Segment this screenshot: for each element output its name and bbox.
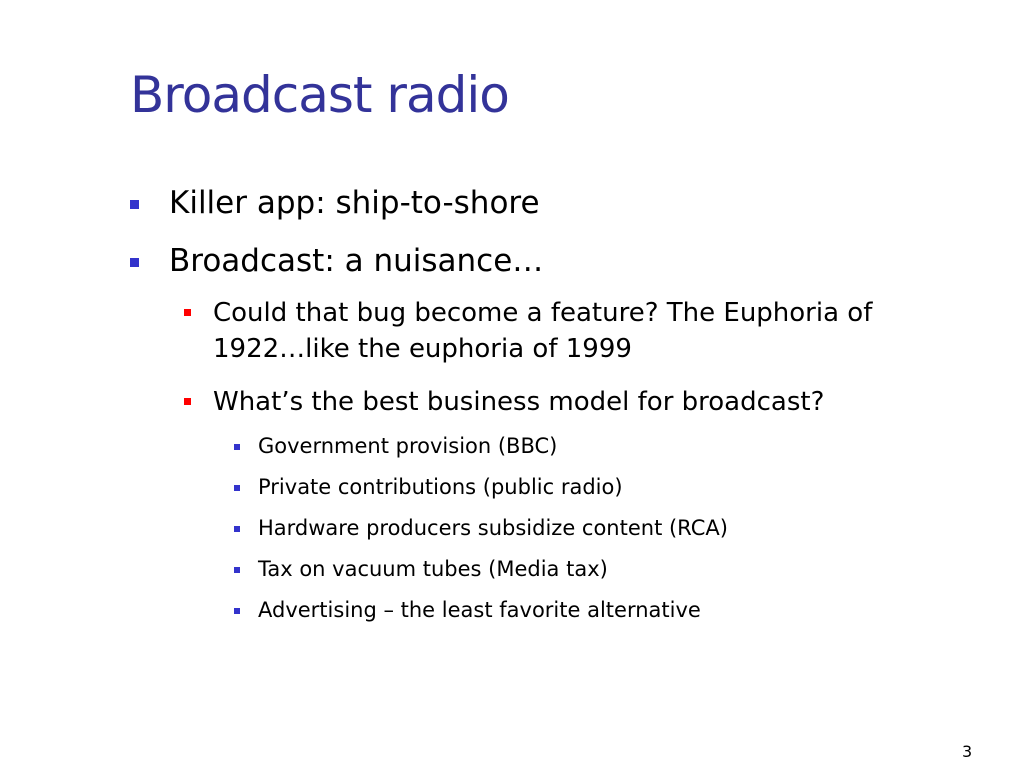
sub-sub-bullet-item — [234, 514, 728, 542]
bullet-text: Broadcast: a nuisance… — [169, 243, 544, 279]
sub-bullet-text: What’s the best business model for broadcast? — [213, 387, 825, 417]
sub-sub-bullet-text: Tax on vacuum tubes (Media tax) — [258, 557, 608, 581]
square-bullet-icon — [234, 567, 240, 573]
square-bullet-icon — [130, 258, 139, 267]
sub-sub-bullet-item — [234, 432, 557, 460]
square-bullet-icon — [234, 485, 240, 491]
sub-bullet-item — [184, 384, 964, 420]
sub-sub-bullet-item — [234, 596, 701, 624]
bullet-text: Killer app: ship-to-shore — [169, 185, 540, 221]
bullet-item — [130, 184, 540, 222]
slide-title: Broadcast radio — [130, 66, 509, 124]
square-bullet-icon — [130, 200, 139, 209]
square-bullet-icon — [184, 309, 191, 316]
sub-bullet-text: Could that bug become a feature? The Euphoria of 1922…like the euphoria of 1999 — [213, 298, 873, 364]
square-bullet-icon — [234, 608, 240, 614]
sub-sub-bullet-text: Advertising – the least favorite alternative — [258, 598, 701, 622]
square-bullet-icon — [184, 398, 191, 405]
sub-sub-bullet-item — [234, 473, 623, 501]
square-bullet-icon — [234, 526, 240, 532]
sub-sub-bullet-text: Private contributions (public radio) — [258, 475, 623, 499]
sub-sub-bullet-text: Government provision (BBC) — [258, 434, 558, 458]
page-number: 3 — [962, 742, 973, 761]
sub-sub-bullet-item — [234, 555, 608, 583]
sub-sub-bullet-text: Hardware producers subsidize content (RCA) — [258, 516, 728, 540]
sub-bullet-item — [184, 295, 964, 367]
square-bullet-icon — [234, 444, 240, 450]
bullet-item — [130, 242, 543, 280]
